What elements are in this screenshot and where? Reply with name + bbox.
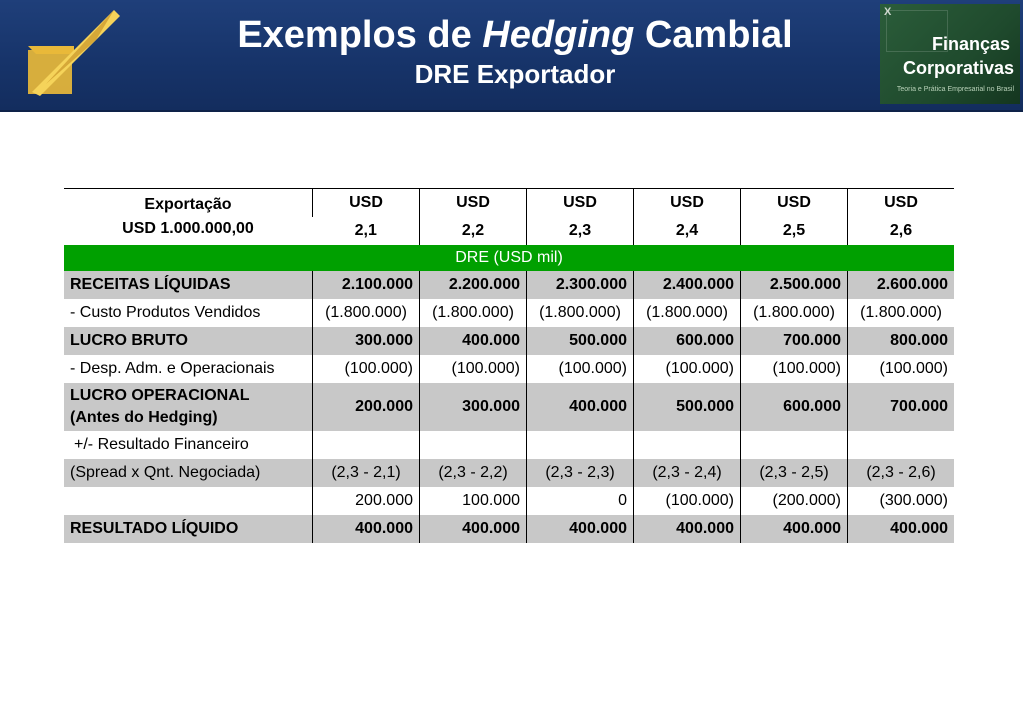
cell-value: (100.000) [848,355,955,383]
section-band [64,245,954,271]
arrow-logo-icon [22,6,122,102]
brand-line-1: Finanças [931,34,1010,54]
cell-value: (100.000) [634,487,741,515]
cell-empty [634,431,741,459]
cell-value: 700.000 [741,327,848,355]
cell-value: 400.000 [527,383,634,431]
row-label: RECEITAS LÍQUIDAS [64,271,313,299]
cell-value: (2,3 - 2,1) [313,459,420,487]
rate-header: 2,2 [420,217,527,245]
title-italic: Hedging [482,14,635,56]
cell-value: 2.600.000 [848,271,955,299]
row-label [64,383,313,431]
table-row [64,459,954,487]
cell-value: 2.500.000 [741,271,848,299]
cell-value: (1.800.000) [527,299,634,327]
corner-line-2: USD 1.000.000,00 [122,220,254,237]
table-row [64,487,954,515]
cell-value: (1.800.000) [741,299,848,327]
slide-subtitle: DRE Exportador [414,59,616,89]
section-label: DRE (USD mil) [64,245,954,271]
cell-value: 2.200.000 [420,271,527,299]
cell-value: (1.800.000) [420,299,527,327]
table-row [64,271,954,299]
cell-value: (1.800.000) [313,299,420,327]
cell-value: (100.000) [313,355,420,383]
cell-value: (100.000) [420,355,527,383]
title-block [140,12,890,90]
brand-logo [880,4,1020,104]
cell-value: (2,3 - 2,3) [527,459,634,487]
cell-value: 200.000 [313,383,420,431]
cell-value: 400.000 [741,515,848,543]
row-label-line-1: LUCRO OPERACIONAL [70,387,250,404]
currency-header: USD [527,189,634,218]
cell-value: 400.000 [634,515,741,543]
cell-value: 800.000 [848,327,955,355]
cell-value: (100.000) [741,355,848,383]
cell-value: 600.000 [741,383,848,431]
currency-header: USD [420,189,527,218]
cell-value: (2,3 - 2,2) [420,459,527,487]
rate-header: 2,4 [634,217,741,245]
cell-value: (1.800.000) [634,299,741,327]
cell-value: 0 [527,487,634,515]
table-row [64,355,954,383]
cell-empty [527,431,634,459]
title-prefix: Exemplos de [237,14,472,56]
cell-value: 400.000 [313,515,420,543]
cell-value: (300.000) [848,487,955,515]
cell-empty [420,431,527,459]
table-row [64,515,954,543]
row-label: RESULTADO LÍQUIDO [64,515,313,543]
cell-value: 400.000 [527,515,634,543]
currency-header: USD [634,189,741,218]
cell-value: (2,3 - 2,6) [848,459,955,487]
cell-value: 2.400.000 [634,271,741,299]
cell-empty [313,431,420,459]
corner-cell [64,189,313,246]
currency-header: USD [741,189,848,218]
row-label-line-2: (Antes do Hedging) [70,409,218,426]
cell-value: 300.000 [420,383,527,431]
table-row [64,383,954,431]
cell-value: 500.000 [634,383,741,431]
cell-value: 2.100.000 [313,271,420,299]
brand-mark-icon: X [884,6,892,18]
rate-header: 2,3 [527,217,634,245]
brand-tagline: Teoria e Prática Empresarial no Brasil [896,86,1014,93]
dre-table [64,188,954,543]
table-row [64,431,954,459]
corner-line-1: Exportação [144,196,232,213]
cell-empty [741,431,848,459]
row-label: - Custo Produtos Vendidos [70,304,261,321]
rate-header: 2,5 [741,217,848,245]
title-suffix: Cambial [644,14,793,56]
currency-header: USD [313,189,420,218]
cell-value: (100.000) [634,355,741,383]
cell-value: (200.000) [741,487,848,515]
cell-value: (2,3 - 2,5) [741,459,848,487]
table-row [64,327,954,355]
cell-value: (1.800.000) [848,299,955,327]
slide-header [0,0,1023,112]
cell-empty [848,431,955,459]
brand-line-2: Corporativas [902,58,1014,78]
row-label: (Spread x Qnt. Negociada) [64,459,313,487]
cell-value: 100.000 [420,487,527,515]
cell-value: (100.000) [527,355,634,383]
cell-value: 2.300.000 [527,271,634,299]
cell-value: 600.000 [634,327,741,355]
cell-value: 200.000 [313,487,420,515]
cell-value: 400.000 [848,515,955,543]
table-header-row [64,189,954,218]
row-label: +/- Resultado Financeiro [74,436,249,453]
row-label [64,487,313,515]
rate-header: 2,6 [848,217,955,245]
cell-value: (2,3 - 2,4) [634,459,741,487]
slide-title [140,12,890,58]
row-label: - Desp. Adm. e Operacionais [70,360,275,377]
currency-header: USD [848,189,955,218]
cell-value: 500.000 [527,327,634,355]
rate-header: 2,1 [354,222,377,239]
row-label: LUCRO BRUTO [64,327,313,355]
table-row [64,299,954,327]
cell-value: 400.000 [420,327,527,355]
cell-value: 700.000 [848,383,955,431]
cell-value: 400.000 [420,515,527,543]
cell-value: 300.000 [313,327,420,355]
